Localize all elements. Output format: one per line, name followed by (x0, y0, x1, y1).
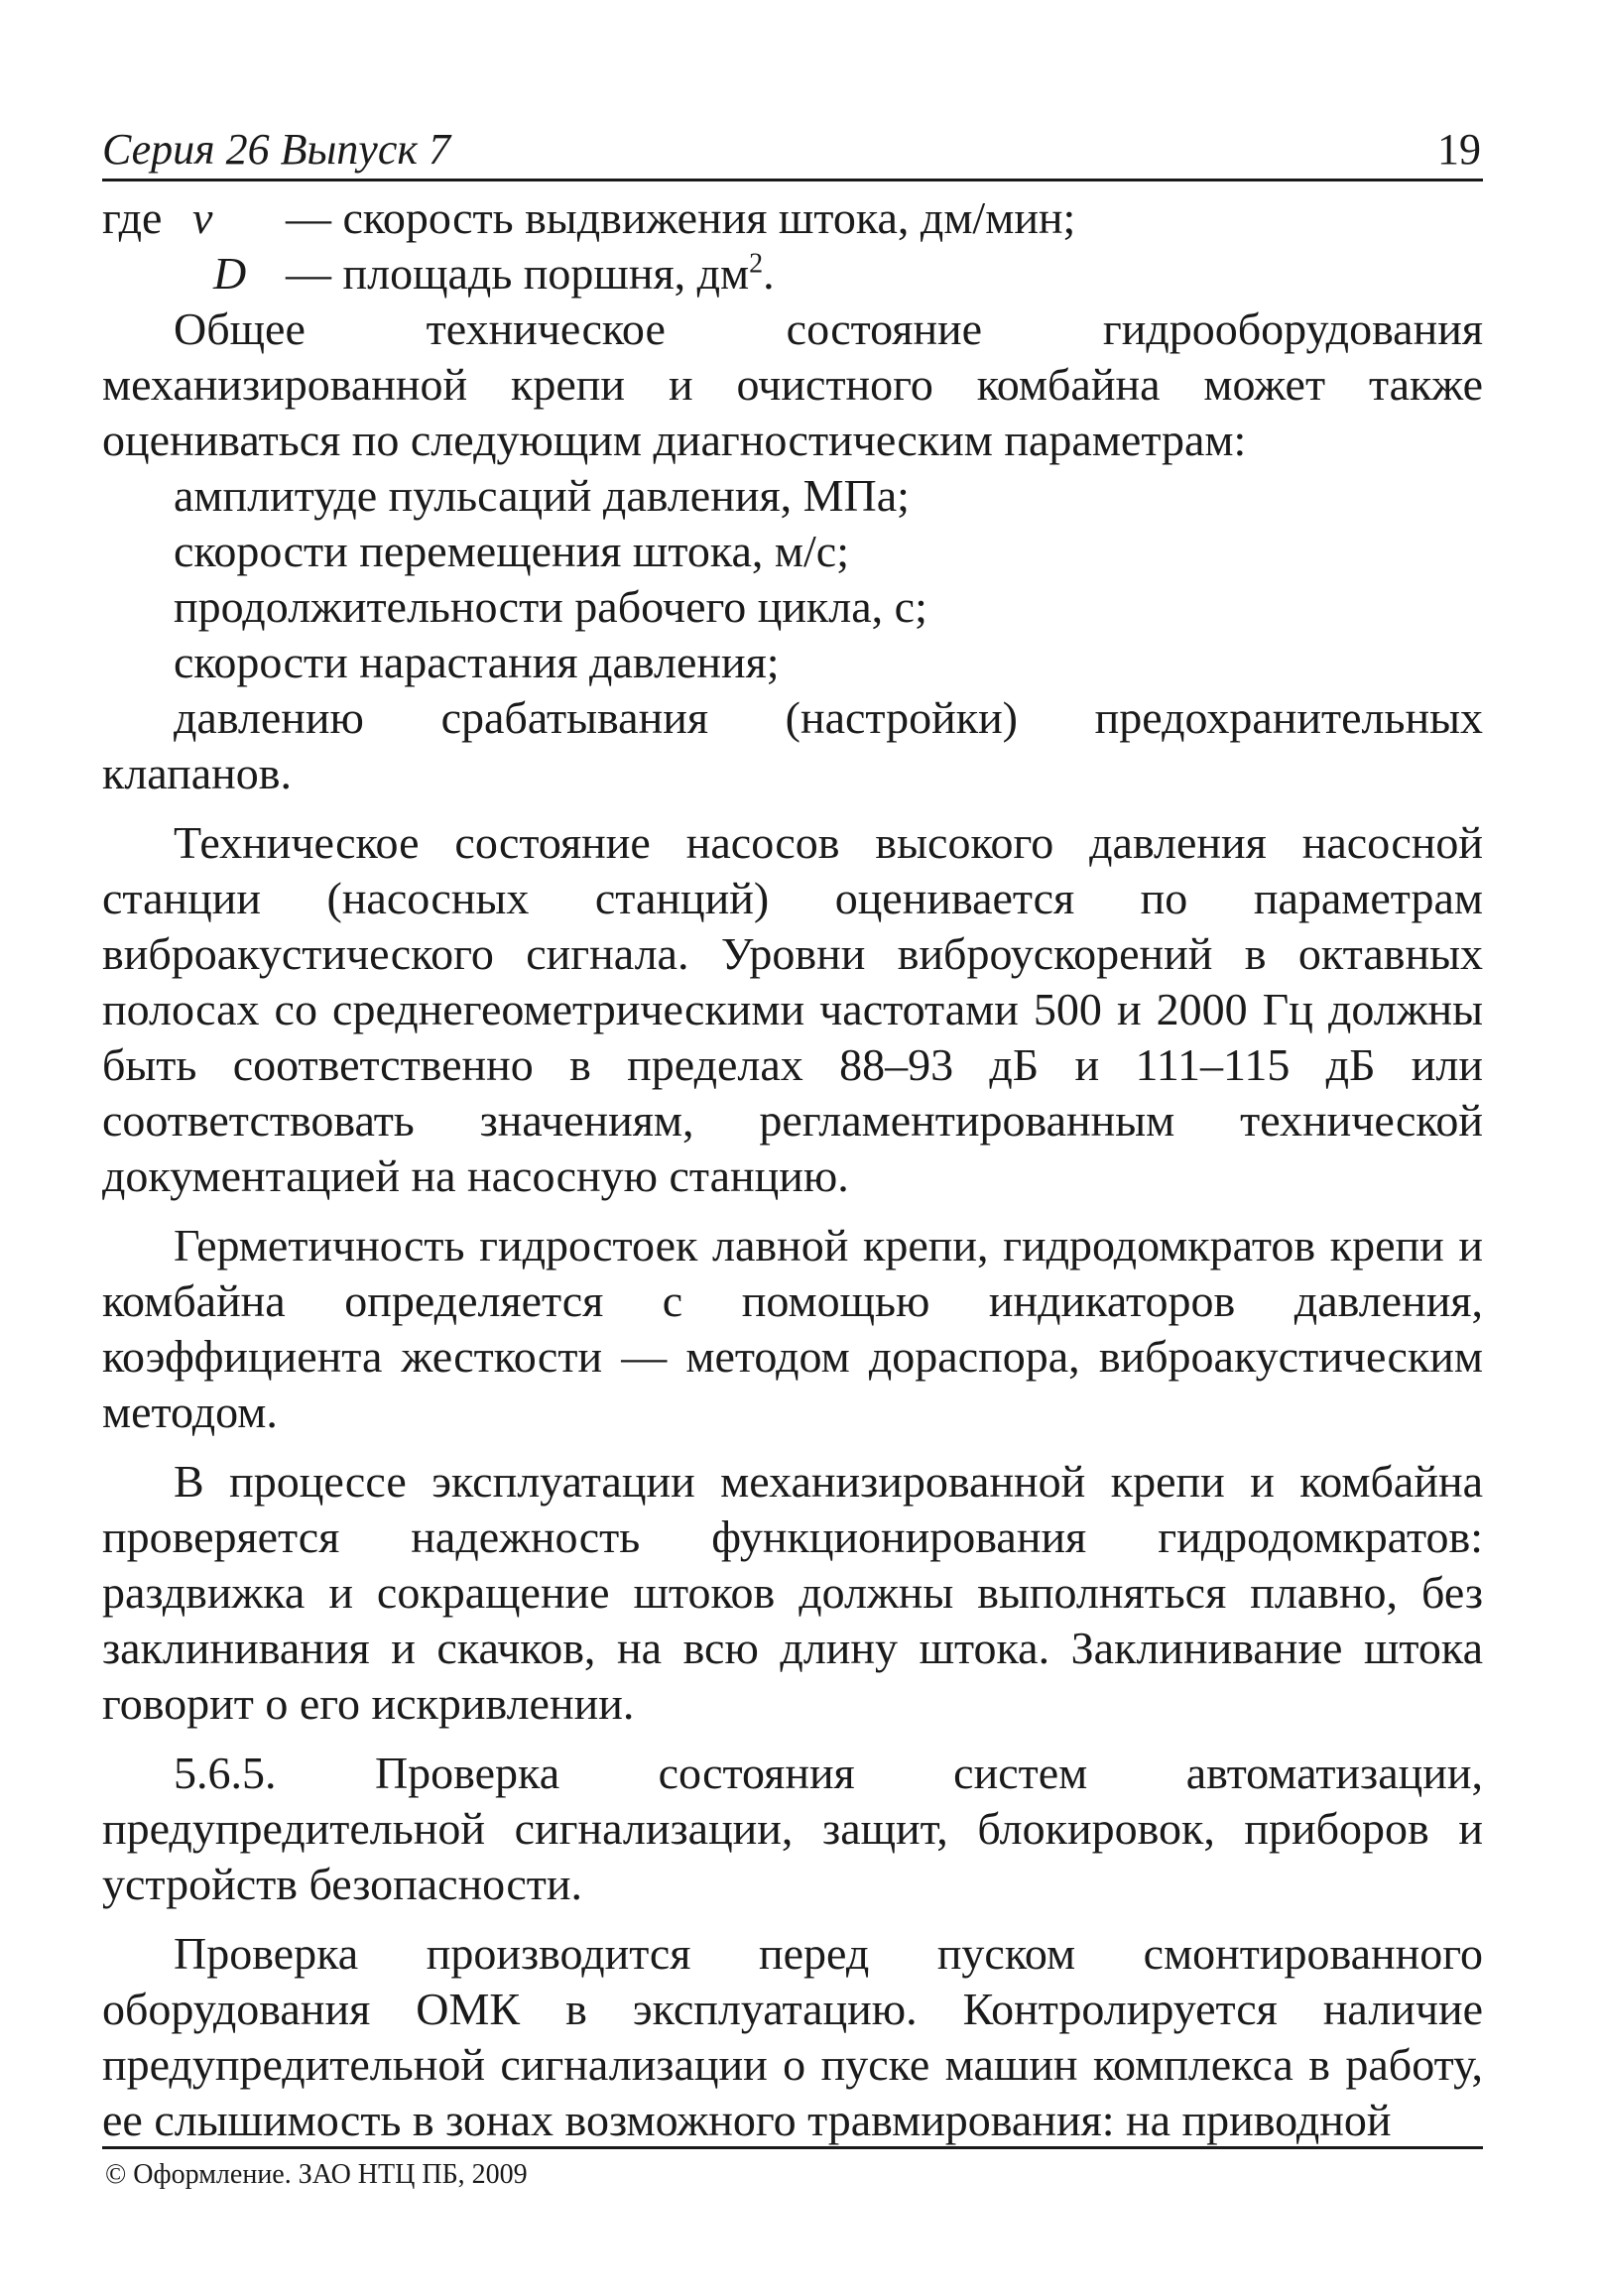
list-item: скорости перемещения штока, м/с; (174, 526, 849, 576)
definition-text-wrap (286, 246, 1483, 302)
list-item: амплитуде пульсаций давления, МПа; (174, 470, 910, 521)
definition-symbol: v (192, 192, 213, 243)
superscript: 2 (749, 248, 764, 280)
definition-line (102, 190, 1483, 246)
list-item: давлению срабатывания (настройки) предохранительных клапанов. (102, 692, 1483, 798)
definition-text: — скорость выдвижения штока, дм/мин; (286, 192, 1076, 243)
page-number: 19 (1437, 125, 1481, 174)
paragraph: Проверка производится перед пуском смонтированного оборудования ОМК в эксплуатацию. Контролируется наличие предупредительной сигнализации о пуске машин комплекса в работу, ее слышимость в зонах возможного травмирования: на приводной (102, 1928, 1483, 2145)
paragraph: Общее техническое состояние гидрооборудования механизированной крепи и очистного комбайна может также оцениваться по следующим диагностическим параметрам: (102, 303, 1483, 465)
definition-tail: . (763, 248, 775, 299)
paragraph: Техническое состояние насосов высокого давления насосной станции (насосных станций) оценивается по параметрам виброакустического сигнала. Уровни виброускорений в октавных полосах со среднегеометрическими частотами 500 и 2000 Гц должны быть соответственно в пределах 88–93 дБ и 111–115 дБ или соответствовать значениям, регламентированным технической документацией на насосную станцию. (102, 817, 1483, 1201)
running-header (102, 117, 1483, 181)
paragraph: Герметичность гидростоек лавной крепи, гидродомкратов крепи и комбайна определяется с помощью индикаторов давления, коэффициента жесткости — методом дораспора, виброакустическим методом. (102, 1220, 1483, 1437)
paragraph: В процессе эксплуатации механизированной крепи и комбайна проверяется надежность функционирования гидродомкратов: раздвижка и сокращение штоков должны выполняться плавно, без заклинивания и скачков, на всю длину штока. Заклинивание штока говорит о его искривлении. (102, 1456, 1483, 1729)
footer-divider (102, 2146, 1483, 2149)
section-heading-paragraph: 5.6.5. Проверка состояния систем автоматизации, предупредительной сигнализации, защит, блокировок, приборов и устройств безопасности. (102, 1748, 1483, 1909)
definition-line (102, 246, 1483, 302)
series-title: Серия 26 Выпуск 7 (102, 125, 450, 174)
list-item: продолжительности рабочего цикла, с; (174, 581, 927, 632)
definition-symbol: D (213, 248, 247, 299)
footer-copyright: © Оформление. ЗАО НТЦ ПБ, 2009 (105, 2159, 528, 2190)
body-text (102, 190, 1483, 2148)
list-item: скорости нарастания давления; (174, 637, 780, 687)
definition-text: — площадь поршня, дм (286, 248, 750, 299)
definition-prefix: где (102, 192, 163, 243)
